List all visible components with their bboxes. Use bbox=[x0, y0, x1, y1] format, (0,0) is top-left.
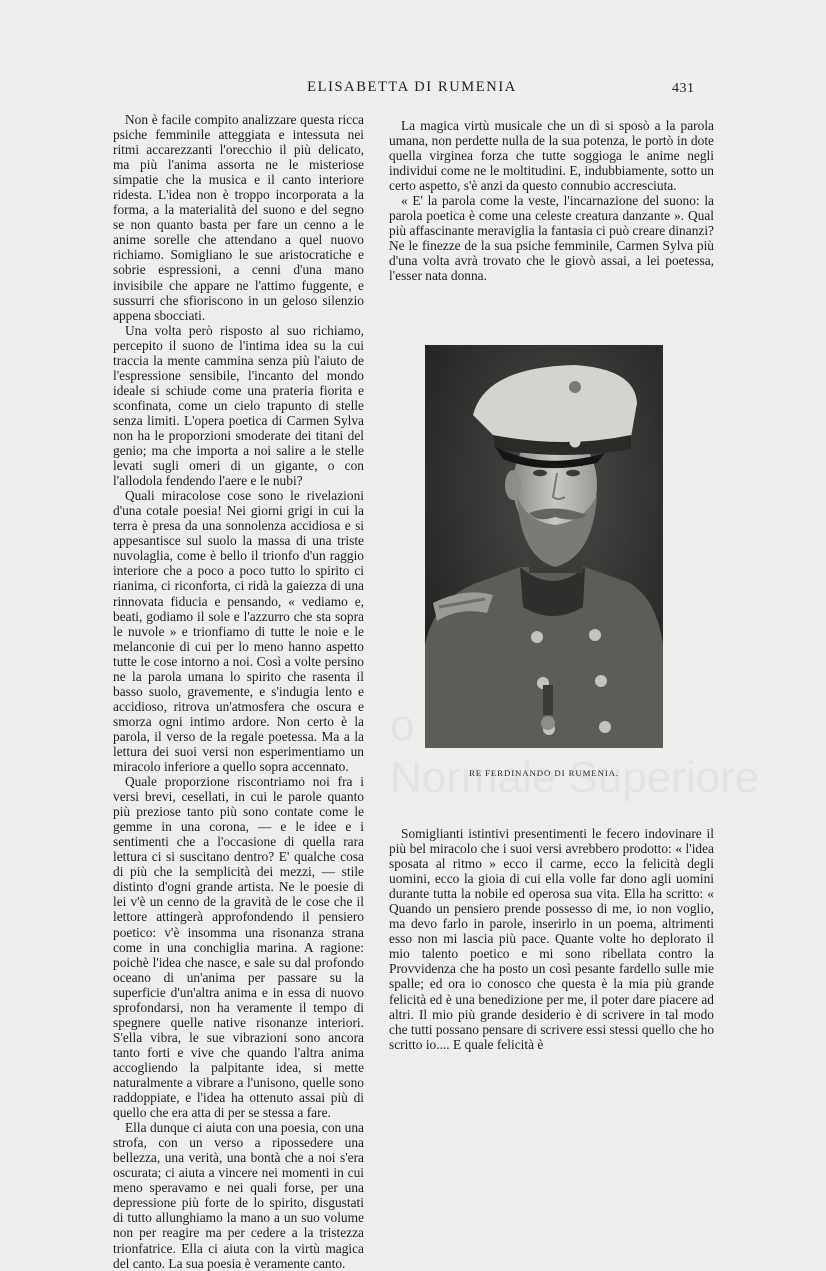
portrait-photo bbox=[425, 345, 663, 748]
left-column bbox=[113, 112, 364, 1271]
paragraph: Una volta però risposto al suo richiamo, percepito il suono de l'intima idea su la cui traccia la mente cammina senza più l'aiuto de l'espressione sensibile, l'incanto del mondo ideale si schiude come una prateria fiorita e sconfinata, come un cielo trapunto di stelle senza limiti. L'opera poetica di Carmen Sylva non ha le proporzioni smoderate dei titani del genio; ma che importa a noi salire a le stelle levati sugli omeri di un gigante, o con l'allodola fendendo l'aere e le nubi? bbox=[113, 322, 364, 489]
paragraph: Non è facile compito analizzare questa ricca psiche femminile atteggiata e intessuta nei ritmi accarezzanti l'orecchio il più delicato, ma più l'anima assorta ne le misteriose simpatie che la musica e il canto interiore ridesta. L'idea non è troppo incorporata a la forma, a la materialità del suono e del segno se non quanto basta per fare un cenno a le anime sorelle che attendano a quel nuovo richiamo. Somigliano le sue aristocratiche e sobrie espressioni, a cenni d'una mano invisibile che appare ne l'attimo fuggente, e sussurri che sfioriscono in un geloso silenzio appena sbocciati. bbox=[113, 112, 364, 323]
paragraph: Somiglianti istintivi presentimenti le fecero indovinare il più bel miracolo che i suoi versi avrebbero prodotto: « l'idea sposata al ritmo » ecco il carme, ecco la felicità degli uomini, ecco la gioia di cui ella volle far dono agli uomini durante tutta la nobile ed operosa sua vita. Ella ha scritto: « Quando un pensiero prende possesso di me, io non voglio, ma devo farlo in parole, inserirlo in un poema, altrimenti esso non mi lascia più pace. Quante volte ho deplorato il mio talento poetico e mi sono ribellata contro la Provvidenza che ha posto un così pesante fardello sulle mie spalle; ed ora io conosco che questa è la mia più grande felicità ed è una benedizione per me, il poter dare piacere ad altri. Il mio più grande desiderio è di scrivere in tal modo che tutti possano pensare di scrivere essi stessi quello che ho scritto io.... E quale felicità è bbox=[389, 826, 715, 1052]
paragraph: Quali miracolose cose sono le rivelazioni d'una cotale poesia! Nei giorni grigi in cui la terra è presa da una sonnolenza accidiosa e si appesantisce sul suolo la massa di una triste nuvolaglia, come è bello il trionfo d'un raggio interiore che a poco a poco tutto lo spirito ci rianima, ci riconforta, ci ridà la gaiezza di una rinnovata fiducia e pensando, « vediamo e, beati, godiamo il sole e l'azzurro che sta sopra le nuvole » e trionfiamo di tutte le noie e le melanconie di cui per lo meno hanno aspetto tutte le cose intorno a noi. Così a volte persino ne la parola umana lo spirito che rasenta il basso suolo, gravemente, e s'indugia lento e accidioso, ritrova un'atmosfera che oscura e smorza ogni intimo ardore. Non certo è la parola, il verso de la regale poetessa. Ma a la lettura dei suoi versi non esperimentiamo un miracolo inferiore a quello sopra accennato. bbox=[113, 488, 364, 775]
right-column-bottom bbox=[389, 826, 714, 1052]
page-number: 431 bbox=[672, 81, 695, 96]
paragraph: Ella dunque ci aiuta con una poesia, con una strofa, con un verso a ripossedere una bellezza, una verità, una bontà che a noi s'era oscurata; ci aiuta a vincere nei momenti in cui meno speravamo e nei quali forse, per una depressione più forte de lo spirito, disgustati di tutto allunghiamo la mano a un suo volume non per reagire ma per cedere a la tristezza trionfatrice. Ella ci aiuta con la virtù magica del canto. La sua poesia è veramente canto. bbox=[113, 1120, 364, 1271]
paragraph: « E' la parola come la veste, l'incarnazione del suono: la parola poetica è come una celeste creatura danzante ». Qual più affascinante meraviglia la fantasia ci può creare dinanzi? Ne le finezze de la sua psiche femminile, Carmen Sylva più d'una volta avrà trovato che le giovò assai, a lei poetessa, l'esser nata donna. bbox=[389, 193, 714, 284]
paragraph: La magica virtù musicale che un dì si sposò a la parola umana, non perdette nulla de la sua potenza, le portò in dote quella virginea forza che tutte soggioga le anime negli individui come ne le moltitudini. E, indubbiamente, sotto un certo aspetto, s'è anzi da questo connubio accresciuta. bbox=[389, 118, 714, 194]
paragraph: Quale proporzione riscontriamo noi fra i versi brevi, cesellati, in cui le parole quanto più preziose tanto più sono contate come le gemme in una corona, — e le idee e i sentimenti che a l'occasione di quella rara lettura ci si suscitano dentro? E' qualche cosa di più che la semplicità dei mezzi, — stile distinto d'ogni grande artista. Ne le poesie di lei v'è un cenno de la gravità de le cose che il lettore attingerà approfondendo il pensiero poetico: v'è insomma una risonanza strana come in una conchiglia marina. A ragione: poichè l'idea che nasce, e sale su dal profondo oceano di un'anima per passare su la superficie d'un'altra anima e in essa di nuovo sprofondarsi, non ha veramente il tempo di spegnere quelle native risonanze interiori. S'ella vibra, le sue vibrazioni sono ancora tanto forti e vive che quando l'altra anima accogliendo la palpitante idea, si mette naturalmente a vibrare a l'unisono, quelle sono raddoppiate, e l'idea ha ottenuto assai più di quello che era atta di per se stessa a fare. bbox=[113, 774, 364, 1121]
watermark-line-2 bbox=[390, 752, 810, 804]
portrait-illustration bbox=[425, 345, 663, 748]
running-head bbox=[0, 79, 826, 99]
right-column-top bbox=[389, 118, 714, 284]
running-title: ELISABETTA DI RUMENIA bbox=[307, 79, 517, 95]
figure-caption: RE FERDINANDO DI RUMENIA. bbox=[468, 768, 620, 778]
